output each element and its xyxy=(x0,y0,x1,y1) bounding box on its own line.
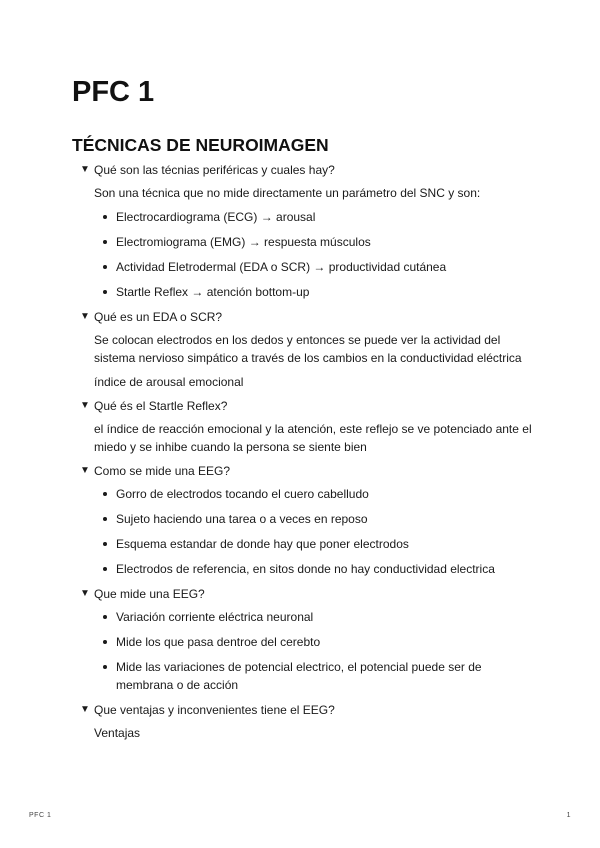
footer-page-number: 1 xyxy=(566,812,571,819)
list-item-text: Electromiograma (EMG) → respuesta músculos xyxy=(116,235,371,249)
toggle-section-2 xyxy=(80,308,540,391)
list-item xyxy=(94,233,540,251)
toggle-body-6 xyxy=(80,724,540,742)
list-item-text: Gorro de electrodos tocando el cuero cabelludo xyxy=(116,487,369,501)
toggle-arrow-icon[interactable]: ▼ xyxy=(80,164,90,175)
list-item xyxy=(94,283,540,301)
list-item xyxy=(94,485,540,503)
toggle-section-1 xyxy=(80,161,540,301)
bullet-icon xyxy=(103,517,107,521)
list-item-text: Electrocardiograma (ECG) → arousal xyxy=(116,210,316,224)
toggle-summary-2[interactable] xyxy=(80,308,540,326)
toggle-section-3 xyxy=(80,397,540,456)
toggle-arrow-icon[interactable]: ▼ xyxy=(80,704,90,715)
toggle-summary-6[interactable] xyxy=(80,701,540,719)
list-item-text: Mide las variaciones de potencial electrico, el potencial puede ser de membrana o de acción xyxy=(116,660,482,692)
list-item-text: Variación corriente eléctrica neuronal xyxy=(116,610,314,624)
toggle-body-2 xyxy=(80,331,540,391)
list-item-text: Esquema estandar de donde hay que poner electrodos xyxy=(116,537,409,551)
toggle-question: Que ventajas y inconvenientes tiene el EEG? xyxy=(94,703,335,717)
list-item xyxy=(94,658,540,694)
notes-content xyxy=(80,161,540,748)
toggle-arrow-icon[interactable]: ▼ xyxy=(80,311,90,322)
section-heading: TÉCNICAS DE NEUROIMAGEN xyxy=(72,135,329,155)
toggle-body-4 xyxy=(80,485,540,578)
toggle-arrow-icon[interactable]: ▼ xyxy=(80,465,90,476)
toggle-body-3 xyxy=(80,420,540,456)
list-item xyxy=(94,258,540,276)
toggle-question: Qué és el Startle Reflex? xyxy=(94,399,228,413)
paragraph: Se colocan electrodos en los dedos y entonces se puede ver la actividad del sistema nervioso simpático a través de los cambios en la conductividad eléctrica xyxy=(94,333,522,365)
toggle-question: Qué es un EDA o SCR? xyxy=(94,310,223,324)
toggle-question: Qué son las técnias periféricas y cuales hay? xyxy=(94,163,335,177)
list-item xyxy=(94,510,540,528)
toggle-section-5 xyxy=(80,585,540,694)
bullet-icon xyxy=(103,240,107,244)
bullet-icon xyxy=(103,665,107,669)
bullet-icon xyxy=(103,290,107,294)
toggle-arrow-icon[interactable]: ▼ xyxy=(80,588,90,599)
bullet-icon xyxy=(103,542,107,546)
bullet-icon xyxy=(103,215,107,219)
bullet-icon xyxy=(103,615,107,619)
toggle-section-6 xyxy=(80,701,540,742)
list-item-text: Sujeto haciendo una tarea o a veces en reposo xyxy=(116,512,368,526)
bullet-list xyxy=(94,485,540,578)
toggle-question: Como se mide una EEG? xyxy=(94,464,231,478)
toggle-body-1 xyxy=(80,184,540,301)
paragraph: el índice de reacción emocional y la atención, este reflejo se ve potenciado ante el miedo y se inhibe cuando la persona se siente bien xyxy=(94,422,532,454)
toggle-summary-5[interactable] xyxy=(80,585,540,603)
footer-doc-title: PFC 1 xyxy=(29,812,52,819)
bullet-icon xyxy=(103,265,107,269)
list-item-text: Startle Reflex → atención bottom-up xyxy=(116,285,310,299)
list-item xyxy=(94,535,540,553)
page-title: PFC 1 xyxy=(72,76,155,108)
list-item-text: Mide los que pasa dentroe del cerebto xyxy=(116,635,321,649)
toggle-section-4 xyxy=(80,462,540,578)
list-item-text: Electrodos de referencia, en sitos donde no hay conductividad electrica xyxy=(116,562,495,576)
bullet-icon xyxy=(103,567,107,571)
paragraph: Son una técnica que no mide directamente un parámetro del SNC y son: xyxy=(94,186,481,200)
list-item xyxy=(94,560,540,578)
bullet-list xyxy=(94,608,540,694)
paragraph: Ventajas xyxy=(94,726,141,740)
bullet-icon xyxy=(103,492,107,496)
toggle-summary-3[interactable] xyxy=(80,397,540,415)
toggle-arrow-icon[interactable]: ▼ xyxy=(80,400,90,411)
toggle-summary-4[interactable] xyxy=(80,462,540,480)
bullet-icon xyxy=(103,640,107,644)
toggle-summary-1[interactable] xyxy=(80,161,540,179)
toggle-body-5 xyxy=(80,608,540,694)
list-item xyxy=(94,633,540,651)
bullet-list xyxy=(94,208,540,301)
paragraph: índice de arousal emocional xyxy=(94,375,244,389)
toggle-question: Que mide una EEG? xyxy=(94,587,205,601)
list-item xyxy=(94,208,540,226)
list-item-text: Actividad Eletrodermal (EDA o SCR) → productividad cutánea xyxy=(116,260,447,274)
list-item xyxy=(94,608,540,626)
